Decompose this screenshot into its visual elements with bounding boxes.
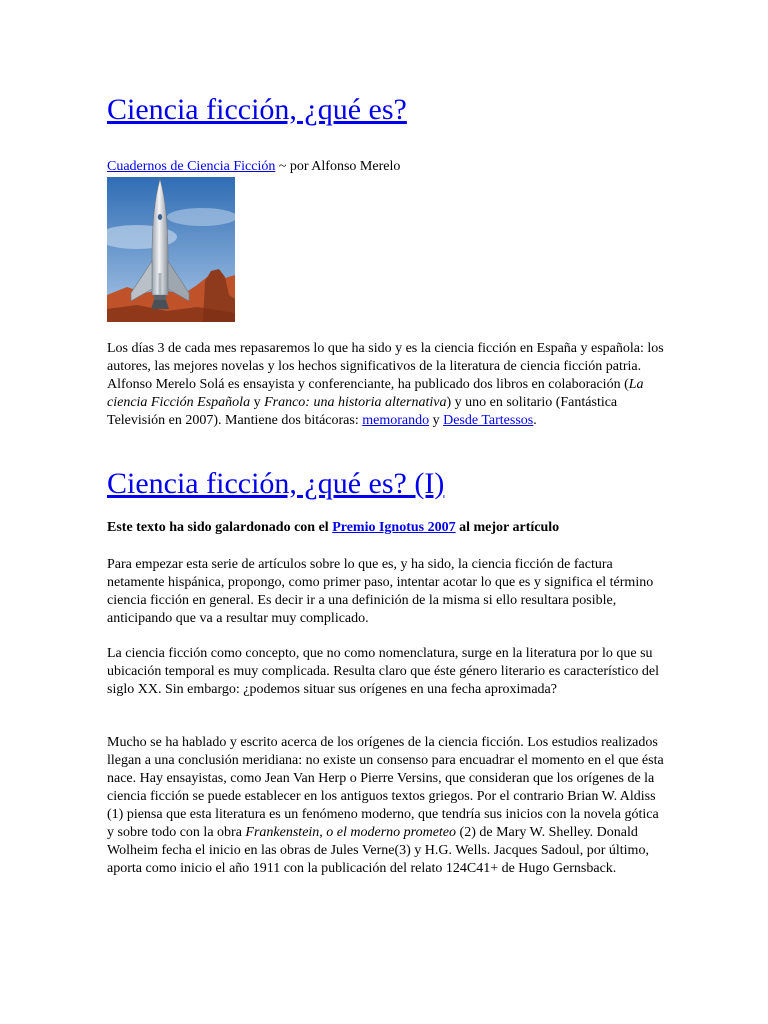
body-text: Mucho se ha hablado y escrito acerca de los orígenes de la ciencia ficción. Los estudios realizados llegan a una conclusión meridiana: no existe un consenso para encuadrar el momento en el que ésta nace. Hay ensayistas, como Jean Van Herp o Pierre Versins, que consideran que los orígenes de la ciencia ficción se puede establecer en los antiguos textos griegos. Por el contrario Brian W. Aldiss (1) piensa que esta literatura es un fenómeno moderno, que tendría sus inicios con la novela gótica y sobre todo con la obra (107, 735, 664, 840)
body-paragraph-3 (107, 734, 667, 878)
memorando-link[interactable]: memorando (362, 413, 430, 428)
section-title-link[interactable]: Ciencia ficción, ¿qué es? (I) (107, 467, 445, 500)
award-suffix: al mejor artículo (455, 520, 560, 535)
intro-text: Los días 3 de cada mes repasaremos lo que ha sido y es la ciencia ficción en España y española: los autores, las mejores novelas y los hechos significativos de la literatura de ciencia ficción patria. Alfonso Merelo Solá es ensayista y conferenciante, ha publicado dos libros en colaboración ( (107, 341, 664, 392)
book-title-2: Franco: una historia alternativa (264, 395, 447, 410)
byline-author: ~ por Alfonso Merelo (275, 159, 401, 174)
rocket-icon (107, 177, 235, 322)
page-title-link[interactable]: Ciencia ficción, ¿qué es? (107, 93, 407, 126)
rocket-illustration (107, 177, 235, 322)
intro-text: y (250, 395, 265, 410)
body-text: (2) de Mary W. Shelley. Donald Wolheim fecha el inicio en las obras de Jules Verne(3) y H.G. Wells. Jacques Sadoul, por último, aporta como inicio el año 1911 con la publicación del relato 124C41+ de Hugo Gernsback. (107, 825, 649, 876)
award-prefix: Este texto ha sido galardonado con el (107, 520, 333, 535)
intro-paragraph (107, 340, 667, 430)
byline (107, 158, 400, 176)
body-paragraph-2: La ciencia ficción como concepto, que no como nomenclatura, surge en la literatura por lo que su ubicación temporal es muy complicada. Resulta claro que éste género literario es característico del siglo XX. Sin embargo: ¿podemos situar sus orígenes en una fecha aproximada? (107, 646, 659, 697)
page-title (107, 92, 407, 128)
intro-text: ) y uno en solitario (Fantástica Televisión en 2007). Mantiene dos bitácoras: (107, 395, 618, 428)
premio-ignotus-link[interactable]: Premio Ignotus 2007 (332, 520, 456, 535)
book-title-1: La ciencia Ficción Española (107, 377, 644, 410)
body-paragraph-1: Para empezar esta serie de artículos sobre lo que es, y ha sido, la ciencia ficción de factura netamente hispánica, propongo, como primer paso, intentar acotar lo que es y significa el término ciencia ficción en general. Es decir ir a una definición de la misma si ello resultara posible, anticipando que va a resultar muy complicado. (107, 557, 654, 626)
section-title (107, 466, 444, 502)
intro-text: y (429, 413, 444, 428)
publication-link[interactable]: Cuadernos de Ciencia Ficción (107, 159, 276, 174)
desde-tartessos-link[interactable]: Desde Tartessos (443, 413, 534, 428)
frankenstein-title: Frankenstein, o el moderno prometeo (245, 825, 457, 840)
award-line (107, 519, 559, 537)
intro-text: . (533, 413, 537, 428)
